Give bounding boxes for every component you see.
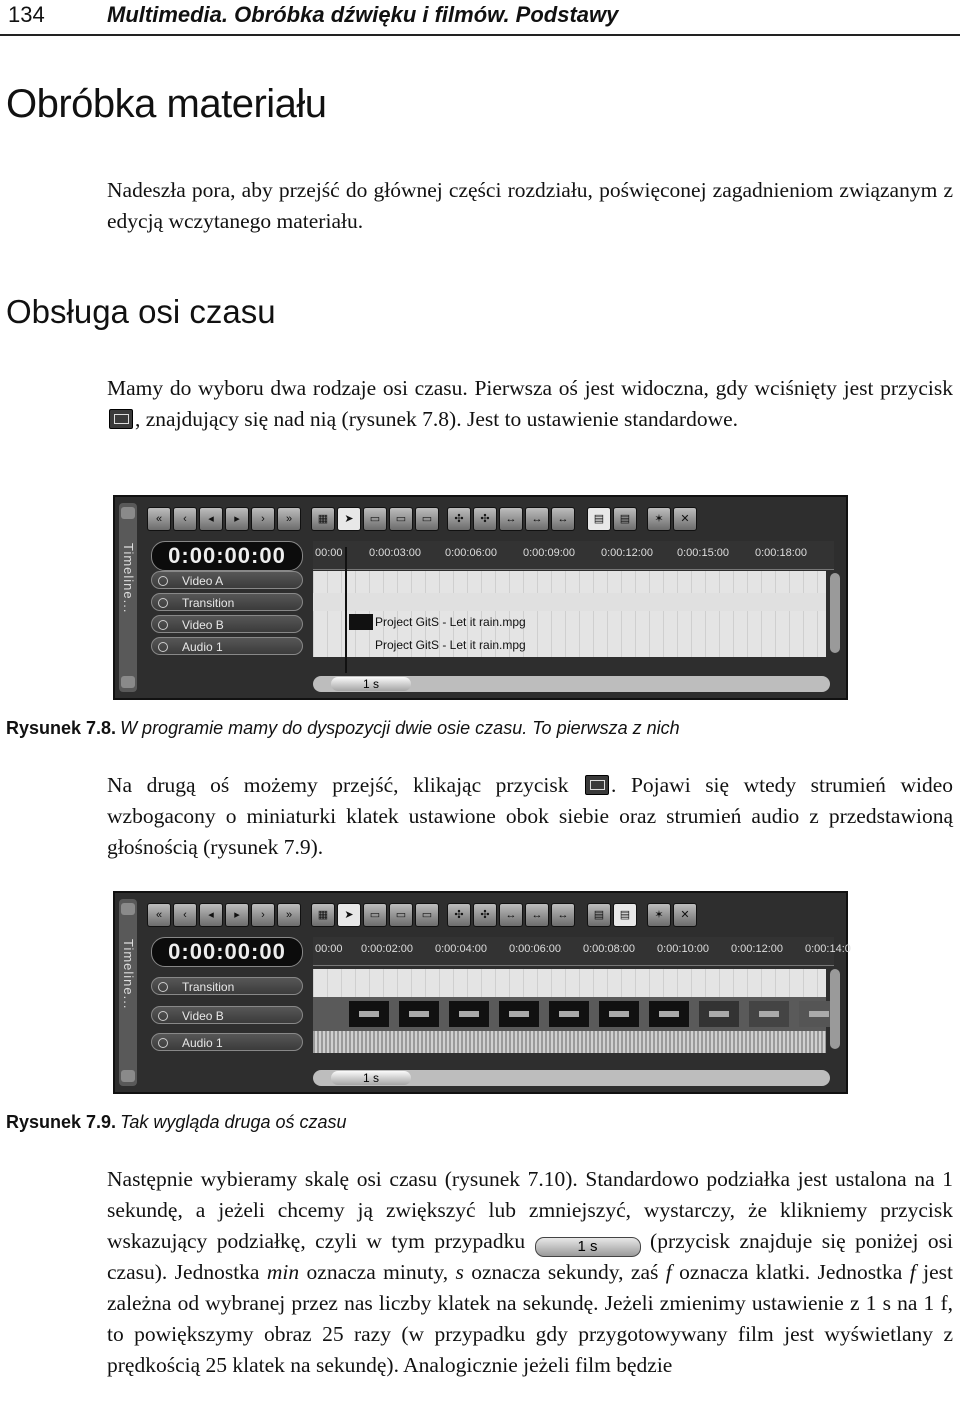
ruler-tick: 0:00:06:00	[445, 547, 497, 559]
timecode-display: 0:00:00:00	[151, 541, 303, 571]
stretch-icon[interactable]: ↔	[551, 507, 575, 531]
video-b-lane[interactable]	[313, 611, 826, 635]
clip-thumbnail	[349, 614, 373, 630]
subsection-title: Obsługa osi czasu	[6, 293, 276, 330]
timeline-bottom-bar	[313, 676, 830, 692]
section-title: Obróbka materiału	[6, 82, 327, 126]
clip-icon[interactable]: ▭	[415, 903, 439, 927]
rewind-icon[interactable]: ◂	[199, 507, 223, 531]
timeline-side-label: Timeline...	[121, 939, 136, 1010]
grid-icon[interactable]: ▦	[311, 507, 335, 531]
vertical-scrollbar[interactable]	[830, 573, 840, 653]
ruler-tick: 0:00:09:00	[523, 547, 575, 559]
ruler-tick: 0:00:06:00	[509, 943, 561, 955]
video-b-lane[interactable]	[313, 997, 826, 1031]
skip-end-icon[interactable]: »	[277, 507, 301, 531]
paragraph-2-text-a: Mamy do wyboru dwa rodzaje osi czasu. Pierwsza oś jest widoczna, gdy wciśnięty jest przycisk	[107, 376, 953, 400]
skip-start-icon[interactable]: «	[147, 507, 171, 531]
track-label-video-a[interactable]: Video A	[151, 571, 303, 589]
trim-icon[interactable]: ▭	[389, 507, 413, 531]
play-icon[interactable]: ▸	[225, 507, 249, 531]
timeline-side-label: Timeline...	[121, 543, 136, 614]
scale-button[interactable]: 1 s	[331, 1071, 411, 1085]
timeline-bottom-bar	[313, 1070, 830, 1086]
frame-thumbnail	[649, 1001, 689, 1027]
paragraph-3-text-a: Na drugą oś możemy przejść, klikając przycisk	[107, 773, 584, 797]
timeline-view-icon[interactable]: ▤	[587, 903, 611, 927]
ruler-tick: 0:00:04:00	[435, 943, 487, 955]
frame-thumbnail	[449, 1001, 489, 1027]
trim-icon[interactable]: ▭	[389, 903, 413, 927]
p4-em: f	[909, 1260, 916, 1284]
side-button[interactable]	[121, 903, 135, 915]
ruler-tick: 00:00	[315, 943, 343, 955]
move-icon[interactable]: ✣	[473, 903, 497, 927]
frame-thumbnail	[749, 1001, 789, 1027]
storyboard-view-icon[interactable]: ▤	[613, 903, 637, 927]
skip-end-icon[interactable]: »	[277, 903, 301, 927]
p4-em: f	[665, 1260, 672, 1284]
timecode-display: 0:00:00:00	[151, 937, 303, 967]
ruler-tick: 0:00:15:00	[677, 547, 729, 559]
p4-text: Następnie wybieramy skalę osi czasu (rysunek 7.10). Standardowo podziałka jest ustalona na 1 sekundę, a jeżeli chcemy ją zwiększyć lub zmniejszyć, wystarczy, że klikniemy przycisk wskazujący podziałkę, czyli w tym przypadku	[107, 1167, 953, 1253]
track-label-transition[interactable]: Transition	[151, 977, 303, 995]
audio-clip-label[interactable]: Project GitS - Let it rain.mpg	[375, 638, 526, 652]
skip-start-icon[interactable]: «	[147, 903, 171, 927]
track-label-audio-1[interactable]: Audio 1	[151, 1033, 303, 1051]
vertical-scrollbar[interactable]	[830, 969, 840, 1049]
next-frame-icon[interactable]: ›	[251, 507, 275, 531]
time-ruler	[313, 937, 851, 966]
paragraph-4	[107, 1164, 953, 1381]
ruler-tick: 00:00	[315, 547, 343, 559]
timeline-view-icon[interactable]: ▤	[587, 507, 611, 531]
transition-lane[interactable]	[313, 593, 826, 611]
p4-text: jest zależna od wybranej przez nas liczby klatek na sekundę. Jeżeli zmienimy ustawienie z 1 s na 1 f, to powiększymy obraz 25 razy (w przypadku gdy przygotowywany film jest wyświetlany z prędkością 25 klatek na sekundę). Analogicznie jeżeli film będzie	[107, 1260, 953, 1377]
play-icon[interactable]: ▸	[225, 903, 249, 927]
side-button[interactable]	[121, 507, 135, 519]
side-button[interactable]	[121, 676, 135, 688]
ruler-tick: 0:00:10:00	[657, 943, 709, 955]
figure-caption-7-8	[6, 718, 680, 739]
paragraph-3	[107, 770, 953, 863]
transition-lane[interactable]	[313, 969, 826, 997]
tools-icon[interactable]: ✕	[673, 903, 697, 927]
stretch-icon[interactable]: ↔	[551, 903, 575, 927]
p4-text: oznacza sekundy, zaś	[463, 1260, 666, 1284]
ruler-tick: 0:00:12:00	[731, 943, 783, 955]
stretch-icon[interactable]: ↔	[525, 507, 549, 531]
timeline-screenshot-1	[113, 495, 848, 700]
move-icon[interactable]: ✣	[447, 507, 471, 531]
p4-em: s	[455, 1260, 464, 1284]
timeline-side-strip	[119, 899, 137, 1086]
paragraph-2-text-b: , znajdujący się nad nią (rysunek 7.8). Jest to ustawienie standardowe.	[135, 407, 739, 431]
video-a-lane[interactable]	[313, 571, 826, 593]
frame-thumbnail	[549, 1001, 589, 1027]
playhead[interactable]	[345, 547, 347, 673]
storyboard-view-icon[interactable]: ▤	[613, 507, 637, 531]
scale-button-inline: 1 s	[535, 1237, 641, 1257]
clip-icon[interactable]: ▭	[415, 507, 439, 531]
audio-waveform-lane[interactable]	[313, 1031, 826, 1053]
stretch-icon[interactable]: ↔	[499, 903, 523, 927]
running-header	[0, 0, 960, 36]
paragraph-3-text-b: . Pojawi się wtedy strumień wideo wzbogacony o miniaturki klatek ustawione obok siebie oraz strumień audio z przedstawioną głośnością (rysunek 7.9).	[107, 773, 953, 859]
split-icon[interactable]: ▭	[363, 903, 387, 927]
paragraph-2	[107, 373, 953, 435]
scale-button[interactable]: 1 s	[331, 677, 411, 691]
caption-text: Tak wygląda druga oś czasu	[120, 1112, 347, 1132]
p4-text: oznacza minuty,	[299, 1260, 456, 1284]
ruler-tick: 0:00:18:00	[755, 547, 807, 559]
timeline-view-icon	[109, 409, 133, 429]
move-icon[interactable]: ✣	[447, 903, 471, 927]
caption-number: Rysunek 7.8.	[6, 718, 117, 738]
timeline-toolbar	[147, 503, 838, 535]
prev-frame-icon[interactable]: ‹	[173, 507, 197, 531]
track-label-video-b[interactable]: Video B	[151, 615, 303, 633]
move-icon[interactable]: ✣	[473, 507, 497, 531]
grid-icon[interactable]: ▦	[311, 903, 335, 927]
track-label-video-b[interactable]: Video B	[151, 1006, 303, 1024]
frame-thumbnail	[699, 1001, 739, 1027]
timeline-screenshot-2	[113, 891, 851, 1094]
stretch-icon[interactable]: ↔	[499, 507, 523, 531]
p4-em: min	[266, 1260, 300, 1284]
figure-caption-7-9	[6, 1112, 347, 1133]
pointer-icon[interactable]: ➤	[337, 507, 361, 531]
ruler-tick: 0:00:14:0	[805, 943, 851, 955]
snap-icon[interactable]: ✶	[647, 507, 671, 531]
timeline-toolbar	[147, 899, 838, 931]
audio-1-lane[interactable]	[313, 635, 826, 657]
video-clip-label[interactable]: Project GitS - Let it rain.mpg	[375, 615, 526, 629]
ruler-tick: 0:00:12:00	[601, 547, 653, 559]
prev-frame-icon[interactable]: ‹	[173, 903, 197, 927]
next-frame-icon[interactable]: ›	[251, 903, 275, 927]
intro-paragraph: Nadeszła pora, aby przejść do głównej części rozdziału, poświęconej zagadnieniom związanym z edycją wczytanego materiału.	[107, 178, 953, 233]
split-icon[interactable]: ▭	[363, 507, 387, 531]
tools-icon[interactable]: ✕	[673, 507, 697, 531]
track-label-audio-1[interactable]: Audio 1	[151, 637, 303, 655]
running-title: Multimedia. Obróbka dźwięku i filmów. Podstawy	[107, 2, 619, 27]
stretch-icon[interactable]: ↔	[525, 903, 549, 927]
frame-thumbnail	[399, 1001, 439, 1027]
caption-number: Rysunek 7.9.	[6, 1112, 117, 1132]
caption-text: W programie mamy do dyspozycji dwie osie czasu. To pierwsza z nich	[120, 718, 680, 738]
rewind-icon[interactable]: ◂	[199, 903, 223, 927]
frame-thumbnail	[599, 1001, 639, 1027]
pointer-icon[interactable]: ➤	[337, 903, 361, 927]
frame-thumbnail	[499, 1001, 539, 1027]
side-button[interactable]	[121, 1070, 135, 1082]
timeline-side-strip	[119, 503, 137, 692]
frame-thumbnail	[349, 1001, 389, 1027]
time-ruler	[313, 541, 834, 570]
track-label-transition[interactable]: Transition	[151, 593, 303, 611]
storyboard-view-icon	[585, 775, 609, 795]
ruler-tick: 0:00:08:00	[583, 943, 635, 955]
ruler-tick: 0:00:03:00	[369, 547, 421, 559]
snap-icon[interactable]: ✶	[647, 903, 671, 927]
ruler-tick: 0:00:02:00	[361, 943, 413, 955]
p4-text: (przycisk znajduje się poniżej osi czasu). Jednostka	[107, 1229, 953, 1284]
page-number: 134	[8, 2, 45, 27]
p4-text: oznacza klatki. Jednostka	[671, 1260, 910, 1284]
